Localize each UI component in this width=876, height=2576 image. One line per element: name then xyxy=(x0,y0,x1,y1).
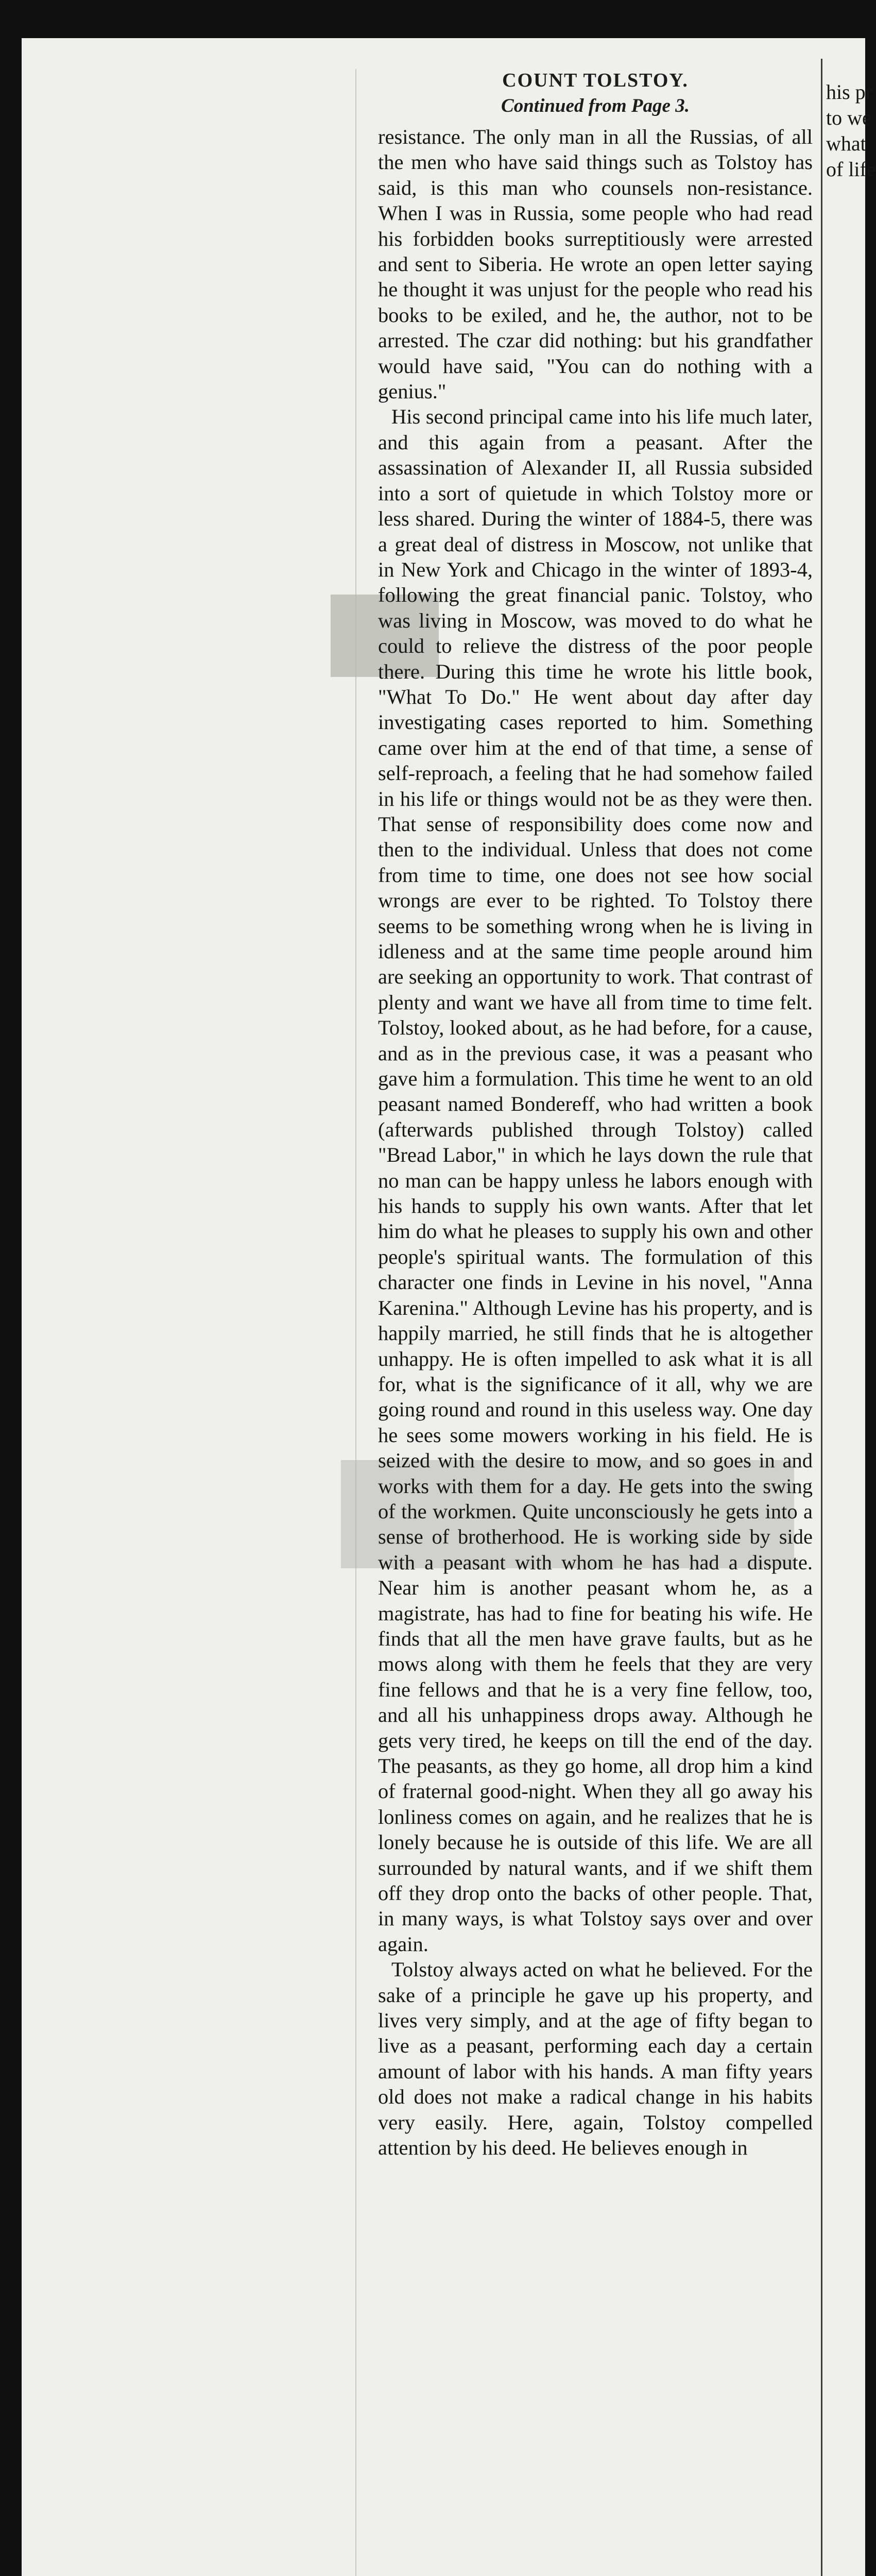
article-column xyxy=(358,69,832,2576)
newspaper-page xyxy=(22,38,876,2576)
article-paragraph: His second principal came into his life much later, and this again from a peasant. After the assassination of Alexander II, all Russia subsided into a sort of quietude in which Tolstoy more or less shared. During the winter of 1884-5, there was a great deal of distress in Moscow, not unlike that in New York and Chicago in the winter of 1893-4, following the great financial panic. Tolstoy, who was living in Moscow, was moved to do what he could to relieve the distress of the poor people there. During this time he wrote his little book, "What To Do." He went about day after day investigating cases reported to him. Something came over him at the end of that time, a sense of self-reproach, a feeling that he had somehow failed in his life or things would not be as they were then. That sense of responsibility does come now and then to the individual. Unless that does not come from time to time, one does not see how social wrongs are ever to be righted. To Tolstoy there seems to be something wrong when he is living in idleness and at the same time people around him are seeking an opportunity to work. That contrast of plenty and want we have all from time to time felt. Tolstoy, looked about, as he had before, for a cause, and as in the previous case, it was a peasant who gave him a formulation. This time he went to an old peasant named Bondereff, who had written a book (afterwards published through Tolstoy) called "Bread Labor," in which he lays down the rule that no man can be happy unless he labors enough with his hands to supply his own wants. After that let him do what he pleases to supply his own and other people's spiritual wants. The formulation of this character one finds in Levine in his novel, "Anna Karenina." Although Levine has his property, and is happily married, he still finds that he is altogether unhappy. He is often impelled to ask what it is all for, what is the significance of it all, why we are going round and round in this useless way. One day he sees some mowers working in his field. He is seized with the desire to mow, and so goes in and works with them for a day. He gets into the swing of the workmen. Quite unconsciously he gets into a sense of brotherhood. He is working side by side with a peasant with whom he has had a dispute. Near him is another peasant whom he, as a magistrate, has had to fine for beating his wife. He finds that all the men have grave faults, but as he mows along with them he feels that they are very fine fellows and that he is a very fine fellow, too, and all his unhappiness drops away. Although he gets very tired, he keeps on till the end of the day. The peasants, as they go home, all drop him a kind of fraternal good-night. When they all go away his lonliness comes on again, and he realizes that he is lonely because he is outside of this life. We are all surrounded by natural wants, and if we shift them off they drop onto the backs of other people. That, in many ways, is what Tolstoy says over and over again. xyxy=(378,405,813,1956)
column-rule-left xyxy=(355,69,356,2576)
continued-note: Continued from Page 3. xyxy=(501,95,690,116)
article-paragraph: resistance. The only man in all the Russias, of all the men who have said things such as Tolstoy has said, is this man who counsels non-resistance. When I was in Russia, some people who had read his forbidden books surreptitiously were arrested and sent to Siberia. He wrote an open letter saying he thought it was unjust for the people who read his books to be exiled, and he, the author, not to be arrested. The czar did nothing: but his grandfather would have said, "You can do nothing with a genius." xyxy=(378,125,813,403)
article-paragraph: Tolstoy always acted on what he believed. For the sake of a principle he gave up his property, and lives very simply, and at the age of fifty began to live as a peasant, performing each day a certain amount of labor with his hands. A man fifty years old does not make a radical change in his habits very easily. Here, again, Tolstoy compelled attention by his deed. He believes enough in xyxy=(378,1958,813,2160)
adjacent-column-line: his pr xyxy=(826,80,872,104)
adjacent-column-line: to we xyxy=(826,106,871,129)
adjacent-column-line: of life xyxy=(826,158,876,181)
adjacent-column-line: what xyxy=(826,132,866,155)
adjacent-column xyxy=(826,79,876,182)
article-title: COUNT TOLSTOY. xyxy=(502,70,689,91)
